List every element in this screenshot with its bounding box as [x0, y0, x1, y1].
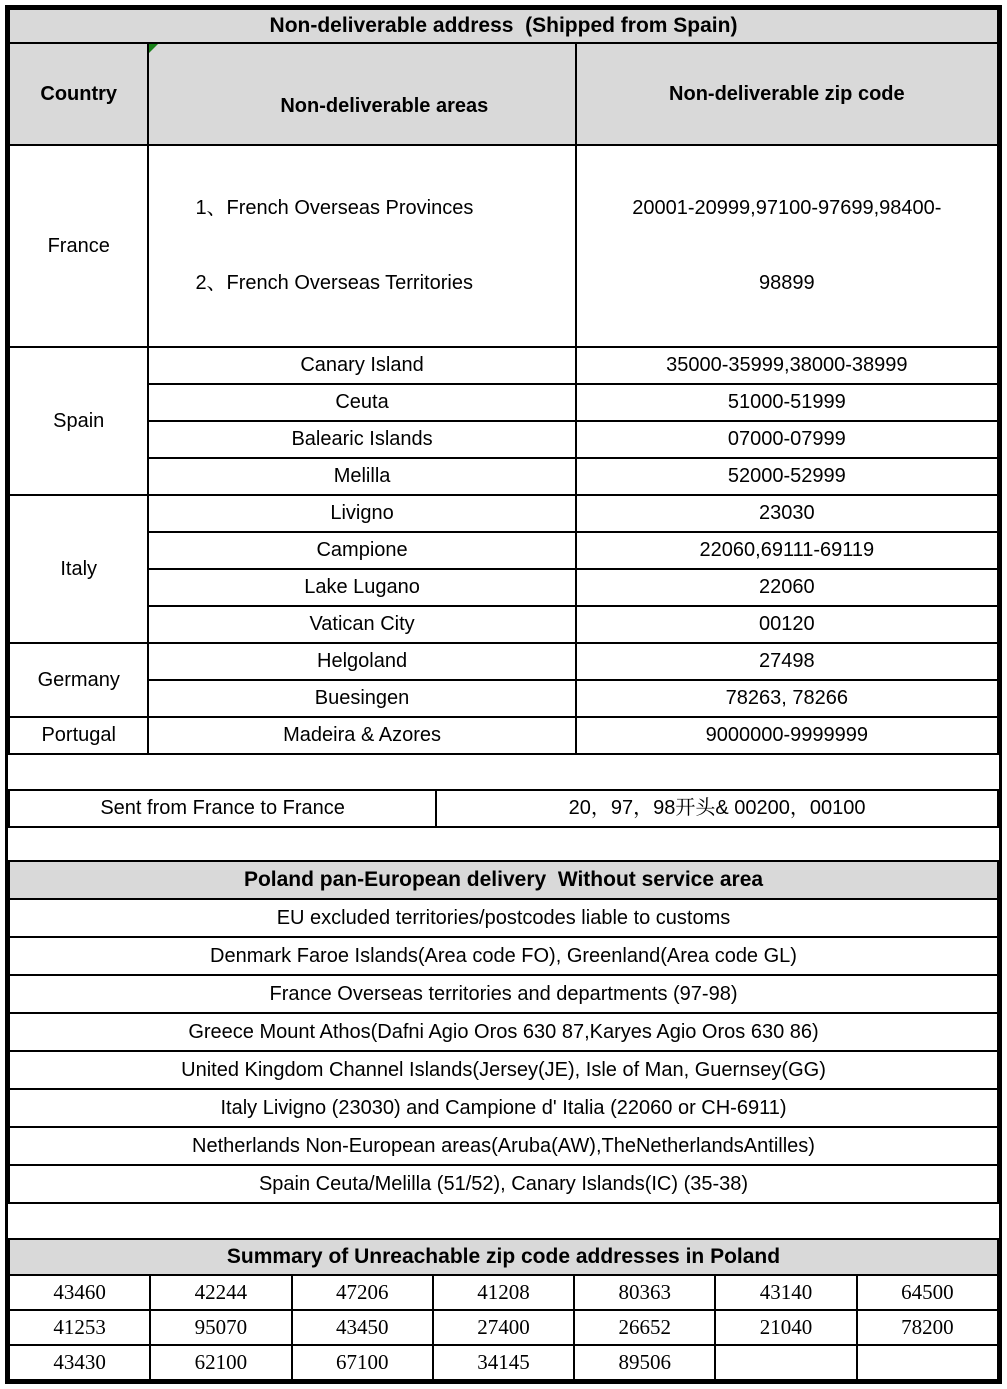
poland-item: United Kingdom Channel Islands(Jersey(JE), Isle of Man, Guernsey(GG): [9, 1051, 998, 1089]
zip-cell: 22060: [576, 569, 998, 606]
area-cell: Balearic Islands: [148, 421, 575, 458]
area-cell: Helgoland: [148, 643, 575, 680]
table-row: [9, 1089, 998, 1127]
sent-label-cell: Sent from France to France: [9, 790, 436, 827]
table-row: [9, 717, 998, 754]
zip-code-cell: 43430: [9, 1345, 150, 1380]
poland-item: Italy Livigno (23030) and Campione d' Italia (22060 or CH-6911): [9, 1089, 998, 1127]
table-row: [9, 532, 998, 569]
zip-code-cell: 42244: [150, 1275, 291, 1310]
zip-code-cell: 27400: [433, 1310, 574, 1345]
col-header-areas: [148, 43, 575, 145]
area-line: 2、French Overseas Territories: [195, 272, 473, 294]
table-row: [9, 145, 998, 347]
table-row: [9, 606, 998, 643]
area-cell: Campione: [148, 532, 575, 569]
table-row: [9, 1345, 998, 1380]
poland-item: EU excluded territories/postcodes liable to customs: [9, 899, 998, 937]
table-row: [9, 975, 998, 1013]
poland-item: Denmark Faroe Islands(Area code FO), Greenland(Area code GL): [9, 937, 998, 975]
table-row: [9, 347, 998, 384]
col-header-zip: Non-deliverable zip code: [576, 43, 998, 145]
zip-code-cell: [715, 1345, 856, 1380]
poland-item: Netherlands Non-European areas(Aruba(AW),TheNetherlandsAntilles): [9, 1127, 998, 1165]
poland-section-table: [8, 860, 999, 1204]
empty-row: [8, 755, 999, 789]
country-cell: Spain: [9, 347, 148, 495]
sent-value-cell: 20，97，98开头& 00200，00100: [436, 790, 998, 827]
table-row: [9, 790, 998, 827]
zip-cell: 27498: [576, 643, 998, 680]
empty-row: [8, 828, 999, 860]
table-row: [9, 899, 998, 937]
zip-code-cell: 21040: [715, 1310, 856, 1345]
table-row: [9, 1165, 998, 1203]
table-row: [9, 937, 998, 975]
area-cell: Vatican City: [148, 606, 575, 643]
poland-item: Spain Ceuta/Melilla (51/52), Canary Islands(IC) (35-38): [9, 1165, 998, 1203]
col-header-country: Country: [9, 43, 148, 145]
zip-code-cell: 41253: [9, 1310, 150, 1345]
table-row: [9, 421, 998, 458]
zip-line: 20001-20999,97100-97699,98400-: [632, 197, 942, 219]
zip-cell: 35000-35999,38000-38999: [576, 347, 998, 384]
area-line: 1、French Overseas Provinces: [195, 197, 474, 219]
zip-line: 98899: [759, 272, 815, 294]
table-row: [9, 1013, 998, 1051]
zip-code-cell: 34145: [433, 1345, 574, 1380]
table-row: [9, 569, 998, 606]
zip-code-cell: 62100: [150, 1345, 291, 1380]
non-deliverable-table: [8, 8, 999, 755]
zip-cell: 23030: [576, 495, 998, 532]
table-row: [9, 1051, 998, 1089]
zip-code-cell: 89506: [574, 1345, 715, 1380]
area-cell: Melilla: [148, 458, 575, 495]
zip-cell: 22060,69111-69119: [576, 532, 998, 569]
table-row: [9, 680, 998, 717]
table-row: [9, 1310, 998, 1345]
col-header-areas-label: Non-deliverable areas: [280, 95, 489, 117]
country-cell: France: [9, 145, 148, 347]
table-row: [9, 384, 998, 421]
comment-flag-icon: [149, 44, 158, 53]
area-cell: Madeira & Azores: [148, 717, 575, 754]
summary-table: [8, 1238, 999, 1381]
country-cell: Portugal: [9, 717, 148, 754]
empty-row: [8, 1204, 999, 1238]
zip-code-cell: 78200: [857, 1310, 998, 1345]
zip-code-cell: 43450: [292, 1310, 433, 1345]
table-title: Non-deliverable address (Shipped from Spain): [9, 9, 998, 43]
zip-code-cell: 64500: [857, 1275, 998, 1310]
poland-item: Greece Mount Athos(Dafni Agio Oros 630 87,Karyes Agio Oros 630 86): [9, 1013, 998, 1051]
zip-code-cell: 47206: [292, 1275, 433, 1310]
area-cell: Buesingen: [148, 680, 575, 717]
summary-title: Summary of Unreachable zip code addresses in Poland: [9, 1239, 998, 1275]
zip-cell: 00120: [576, 606, 998, 643]
table-row: [9, 1275, 998, 1310]
area-cell: Lake Lugano: [148, 569, 575, 606]
zip-cell: 07000-07999: [576, 421, 998, 458]
poland-section-title: Poland pan-European delivery Without service area: [9, 861, 998, 899]
zip-cell: 52000-52999: [576, 458, 998, 495]
country-cell: Italy: [9, 495, 148, 643]
area-cell: Ceuta: [148, 384, 575, 421]
zip-code-cell: 26652: [574, 1310, 715, 1345]
zip-code-cell: 41208: [433, 1275, 574, 1310]
table-row: [9, 495, 998, 532]
table-row: [9, 458, 998, 495]
spreadsheet-sheet: [5, 5, 1002, 1384]
area-cell: [148, 145, 575, 347]
zip-code-cell: 67100: [292, 1345, 433, 1380]
france-note-table: [8, 789, 999, 828]
poland-item: France Overseas territories and departments (97-98): [9, 975, 998, 1013]
zip-cell: 51000-51999: [576, 384, 998, 421]
area-cell: Canary Island: [148, 347, 575, 384]
zip-code-cell: 95070: [150, 1310, 291, 1345]
country-cell: Germany: [9, 643, 148, 717]
table-row: [9, 643, 998, 680]
zip-cell: 9000000-9999999: [576, 717, 998, 754]
zip-code-cell: [857, 1345, 998, 1380]
table-row: [9, 1127, 998, 1165]
zip-code-cell: 43460: [9, 1275, 150, 1310]
zip-code-cell: 80363: [574, 1275, 715, 1310]
zip-code-cell: 43140: [715, 1275, 856, 1310]
zip-cell: 78263, 78266: [576, 680, 998, 717]
area-cell: Livigno: [148, 495, 575, 532]
zip-cell: [576, 145, 998, 347]
